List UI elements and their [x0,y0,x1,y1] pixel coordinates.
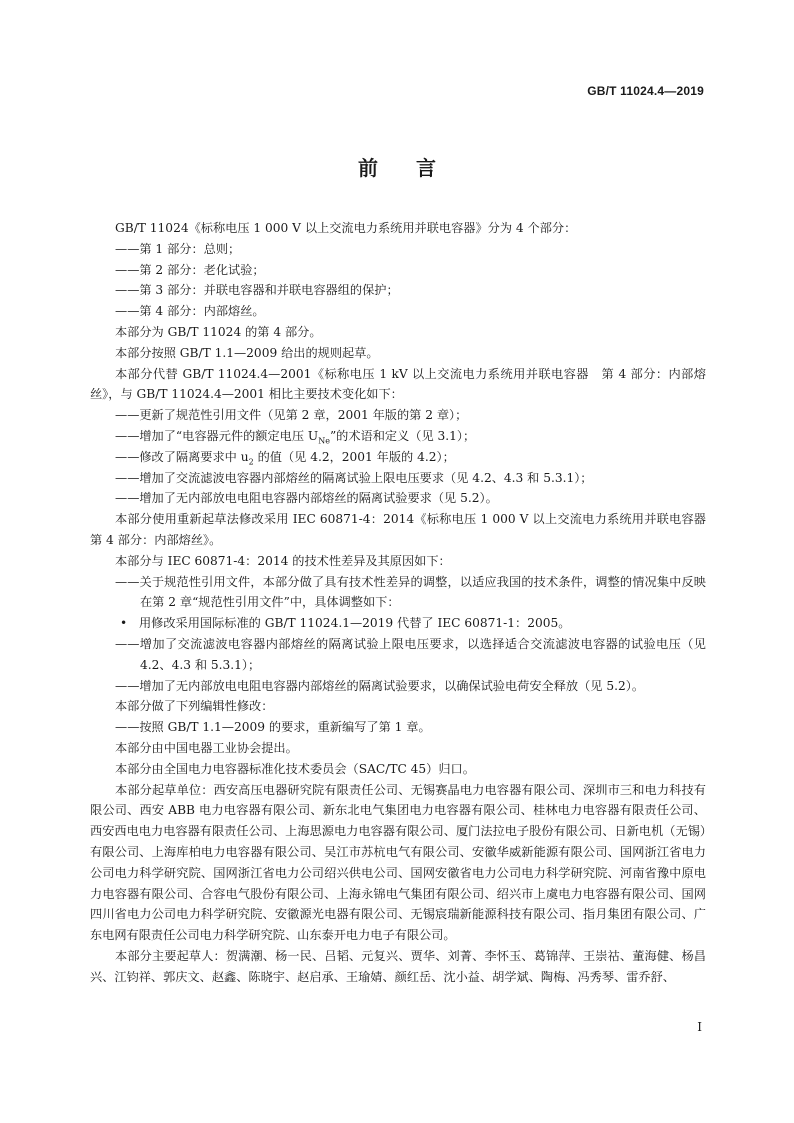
paragraph: 本部分为 GB/T 11024 的第 4 部分。 [115,324,322,339]
list-item: ——第 2 部分：老化试验； [115,262,265,277]
list-item: ——第 3 部分：并联电容器和并联电容器组的保护； [115,283,399,298]
bullet-item [90,613,706,634]
subscript: 2 [248,457,254,467]
paragraph: 本部分按照 GB/T 1.1—2009 给出的规则起草。 [115,345,379,360]
standard-number: GB/T 11024.4—2019 [587,84,704,98]
list-item-text: ——增加了“电容器元件的额定电压 U [115,428,319,443]
page-number: I [697,1020,702,1034]
paragraph: 本部分代替 GB/T 11024.4—2001《标称电压 1 kV 以上交流电力系统用并联电容器 第 4 部分：内部熔丝》，与 GB/T 11024.4—2001 相比主要技术变化如下： [90,366,706,402]
paragraph: GB/T 11024《标称电压 1 000 V 以上交流电力系统用并联电容器》分为 4 个部分： [115,221,577,235]
paragraph: 本部分使用重新起草法修改采用 IEC 60871-4：2014《标称电压 1 000 V 以上交流电力系统用并联电容器 第 4 部分：内部熔丝》。 [90,512,719,547]
list-item: ——按照 GB/T 1.1—2009 的要求，重新编写了第 1 章。 [115,720,431,735]
list-item: ——增加了无内部放电电阻电容器内部熔丝的隔离试验要求（见 5.2）。 [115,491,498,506]
page-title: 前言 [358,156,474,180]
list-item-text: ——修改了隔离要求中 u [115,449,249,464]
foreword-body [90,218,719,987]
paragraph: 本部分做了下列编辑性修改： [115,699,274,714]
list-item: ——更新了规范性引用文件（见第 2 章，2001 年版的第 2 章）； [115,408,468,423]
list-item-text: 的值（见 4.2，2001 年版的 4.2）； [253,449,455,464]
list-item: ——第 4 部分：内部熔丝。 [115,304,265,319]
list-item: ——增加了交流滤波电容器内部熔丝的隔离试验上限电压要求（见 4.2、4.3 和 5.3.1）； [115,470,593,485]
bullet-icon: • [120,616,128,631]
paragraph: 本部分主要起草人：贺满潮、杨一民、吕韬、元复兴、贾华、刘菁、李怀玉、葛锦萍、王崇祜、董海健、杨昌兴、江钧祥、郭庆文、赵鑫、陈晓宇、赵启承、王瑜婧、颜红岳、沈小益、胡学斌、陶梅、冯秀琴、雷乔舒、 [90,948,706,984]
paragraph: 本部分由中国电器工业协会提出。 [115,740,298,755]
list-item [115,447,706,468]
paragraph: 本部分起草单位：西安高压电器研究院有限责任公司、无锡赛晶电力电容器有限公司、深圳市三和电力科技有限公司、西安 ABB 电力电容器有限公司、新东北电气集团电力电容器有限公司、桂林电力电容器有限责任公司、西安西电电力电容器有限责任公司、上海思源电力电容器有限公司、厦门法拉电子股份有限公司、日新电机（无锡）有限公司、上海库柏电力电容器有限公司、吴江市苏杭电气有限公司、安徽华威新能源有限公司、国网浙江省电力公司电力科学研究院、国网浙江省电力公司绍兴供电公司、国网安徽省电力公司电力科学研究院、河南省豫中原电力电容器有限公司、合容电气股份有限公司、上海永锦电气集团有限公司、绍兴市上虞电力电容器有限公司、国网四川省电力公司电力科学研究院、安徽源光电器有限公司、无锡宸瑞新能源科技有限公司、指月集团有限公司、广东电网有限责任公司电力科学研究院、山东泰开电力电子有限公司。 [90,782,706,943]
paragraph: 本部分与 IEC 60871-4：2014 的技术性差异及其原因如下： [115,553,451,568]
list-item: ——第 1 部分：总则； [115,241,241,256]
paragraph: 本部分由全国电力电容器标准化技术委员会（SAC/TC 45）归口。 [115,761,475,776]
subscript: Ne [318,436,330,446]
list-item: ——关于规范性引用文件，本部分做了具有技术性差异的调整，以适应我国的技术条件，调整的情况集中反映在第 2 章“规范性引用文件”中，具体调整如下： [115,574,706,610]
list-item-text: ”的术语和定义（见 3.1）； [329,428,476,443]
list-item [115,426,706,447]
list-item: ——增加了交流滤波电容器内部熔丝的隔离试验上限电压要求，以选择适合交流滤波电容器的试验电压（见 4.2、4.3 和 5.3.1）； [115,636,706,672]
list-item: ——增加了无内部放电电阻电容器内部熔丝的隔离试验要求，以确保试验电荷安全释放（见 5.2）。 [115,678,645,693]
bullet-text: 用修改采用国际标准的 GB/T 11024.1—2019 代替了 IEC 60871-1：2005。 [139,616,571,631]
